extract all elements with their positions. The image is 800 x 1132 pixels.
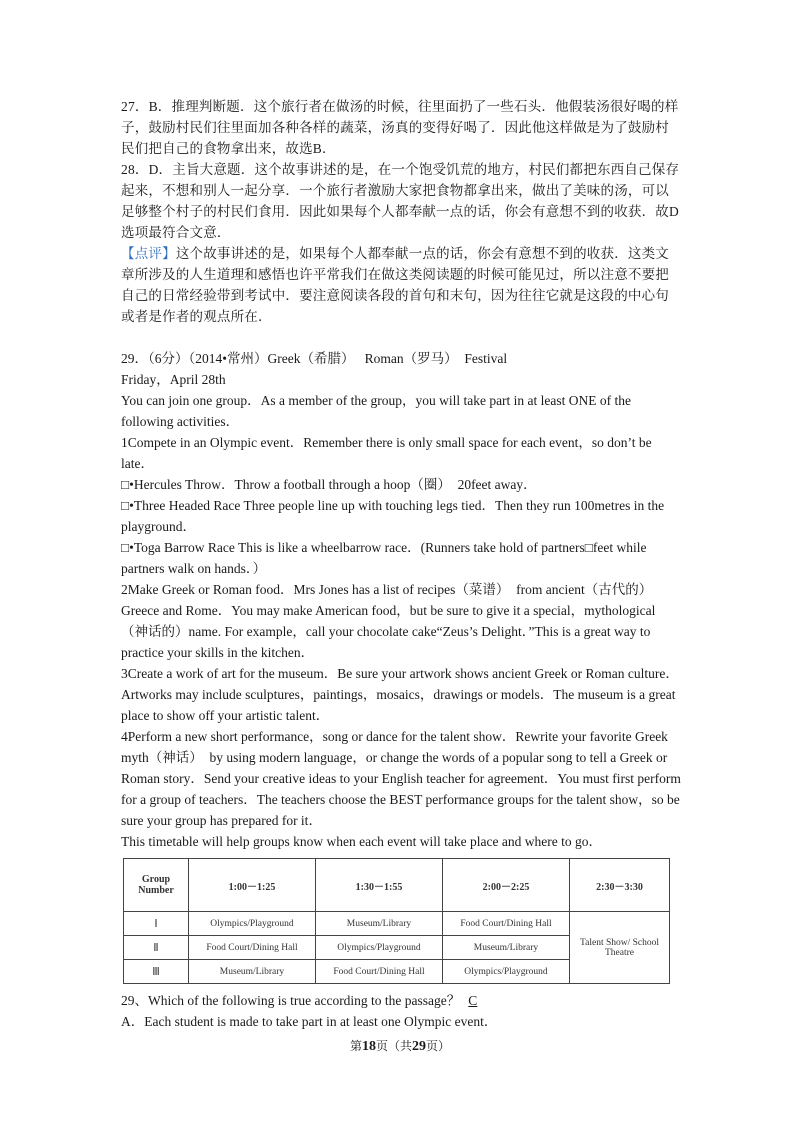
option-a: A．Each student is made to take part in at least one Olympic event． [121, 1014, 498, 1029]
analysis-q28: 28．D．主旨大意题．这个故事讲述的是，在一个饱受饥荒的地方，村民们都把东西自己保存起来，不想和别人一起分享．一个旅行者激励大家把食物都拿出来，做出了美味的汤，可以足够整个村子的村民们食用．因此如果每个人都奉献一点的话，你会有意想不到的收获．故D选项最符合文意． [121, 162, 680, 240]
bullet-hercules: □•Hercules Throw．Throw a football through a hoop（圈） 20feet away． [121, 477, 537, 492]
table-cell: Food Court/Dining Hall [443, 912, 570, 936]
table-cell: Food Court/Dining Hall [189, 936, 316, 960]
footer-page-number: 18 [361, 1039, 376, 1054]
header-slot-4: 2:30－3:30 [570, 859, 670, 912]
table-row [124, 912, 670, 936]
bullet-three-headed: □•Three Headed Race Three people line up with touching legs tied．Then they run 100metres in the playground． [121, 498, 665, 534]
group-cell: Ⅲ [124, 960, 189, 984]
group-cell: Ⅰ [124, 912, 189, 936]
activity-2: 2Make Greek or Roman food．Mrs Jones has a list of recipes（菜谱） from ancient（古代的）Greece and Rome．You may make American food，but be sure to give it a special，mythological（神话的）name. For example，call your chocolate cake“Zeus’s Delight．”This is a great way to practice your skills in the kitchen． [121, 582, 656, 660]
activity-4: 4Perform a new short performance，song or dance for the talent show．Rewrite your favorite Greek myth（神话） by using modern language，or change the words of a popular song to tell a Greek or Roman story．Send your creative ideas to your English teacher for agreement．You must first perform for a group of teachers．The teachers choose the BEST performance groups for the talent show，so be sure your group has prepared for it． [121, 729, 681, 828]
timetable-intro: This timetable will help groups know when each event will take place and where to go． [121, 834, 602, 849]
header-slot-3: 2:00－2:25 [443, 859, 570, 912]
footer-suffix: 页） [426, 1039, 451, 1053]
footer-mid: 页（共 [375, 1039, 412, 1053]
footer-total-pages: 29 [412, 1039, 426, 1054]
analysis-q27: 27．B．推理判断题．这个旅行者在做汤的时候，往里面扔了一些石头．他假装汤很好喝的样子，鼓励村民们往里面加各种各样的蔬菜，汤真的变得好喝了．因此他这样做是为了鼓励村民们把自己的食物拿出来，故选B． [121, 99, 679, 156]
activity-3: 3Create a work of art for the museum．Be sure your artwork shows ancient Greek or Roman culture．Artworks may include sculptures，paintings，mosaics，drawings or models．The museum is a great place to show off your artistic talent． [121, 666, 679, 723]
timetable-header-row [124, 859, 670, 912]
review-paragraph [121, 243, 681, 327]
document-page [121, 96, 681, 1032]
table-cell: Olympics/Playground [443, 960, 570, 984]
review-tag: 【点评】 [121, 246, 176, 261]
passage-heading: 29．（6分）（2014•常州）Greek（希腊） Roman（罗马） Festival [121, 351, 508, 366]
passage-intro: You can join one group．As a member of the group，you will take part in at least ONE of the following activities． [121, 393, 632, 429]
passage-date: Friday，April 28th [121, 372, 226, 387]
header-slot-1: 1:00－1:25 [189, 859, 316, 912]
question-stem: 29、Which of the following is true according to the passage？ [121, 993, 461, 1008]
merged-talent-show-cell: Talent Show/ School Theatre [570, 912, 670, 984]
table-cell: Food Court/Dining Hall [316, 960, 443, 984]
header-slot-2: 1:30－1:55 [316, 859, 443, 912]
question-stem-line [121, 990, 681, 1011]
table-cell: Museum/Library [316, 912, 443, 936]
bullet-toga: □•Toga Barrow Race This is like a wheelbarrow race．(Runners take hold of partners□feet while partners walk on hands．） [121, 540, 647, 576]
table-cell: Museum/Library [189, 960, 316, 984]
answer-value: C [468, 993, 478, 1008]
header-group: Group Number [124, 859, 189, 912]
table-cell: Olympics/Playground [316, 936, 443, 960]
spacer [121, 327, 681, 348]
group-cell: Ⅱ [124, 936, 189, 960]
activity-1: 1Compete in an Olympic event．Remember there is only small space for each event，so don’t be late． [121, 435, 652, 471]
page-footer [0, 1037, 800, 1055]
review-text: 这个故事讲述的是，如果每个人都奉献一点的话，你会有意想不到的收获．这类文章所涉及的人生道理和感悟也许平常我们在做这类阅读题的时候可能见过，所以注意不要把自己的日常经验带到考试中．要注意阅读各段的首句和末句，因为往往它就是这段的中心句或者是作者的观点所在． [121, 246, 670, 324]
table-cell: Museum/Library [443, 936, 570, 960]
timetable [123, 858, 670, 984]
table-cell: Olympics/Playground [189, 912, 316, 936]
footer-prefix: 第 [349, 1039, 362, 1053]
